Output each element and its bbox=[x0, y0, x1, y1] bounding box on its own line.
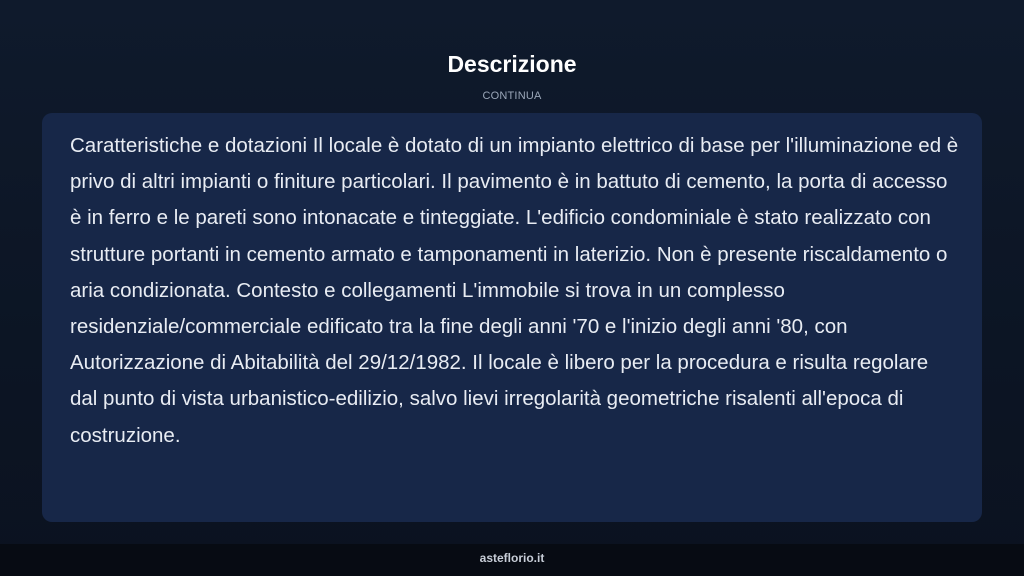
site-name: asteflorio.it bbox=[479, 551, 545, 565]
description-card bbox=[42, 113, 982, 522]
footer-bar bbox=[0, 544, 1024, 576]
continue-label: CONTINUA bbox=[482, 90, 542, 102]
description-text: Caratteristiche e dotazioni Il locale è dotato di un impianto elettrico di base per l'illuminazione ed è privo di altri impianti o finiture particolari. Il pavimento è in battuto di cemento, la porta di accesso è in ferro e le pareti sono intonacate e tinteggiate. L'edificio condominiale è stato realizzato con strutture portanti in cemento armato e tamponamenti in laterizio. Non è presente riscaldamento o aria condizionata. Contesto e collegamenti L'immobile si trova in un complesso residenziale/commerciale edificato tra la fine degli anni '70 e l'inizio degli anni '80, con Autorizzazione di Abitabilità del 29/12/1982. Il locale è libero per la procedura e risulta regolare dal punto di vista urbanistico-edilizio, salvo lievi irregolarità geometriche risalenti all'epoca di costruzione. bbox=[70, 134, 959, 447]
page-title: Descrizione bbox=[447, 51, 577, 77]
